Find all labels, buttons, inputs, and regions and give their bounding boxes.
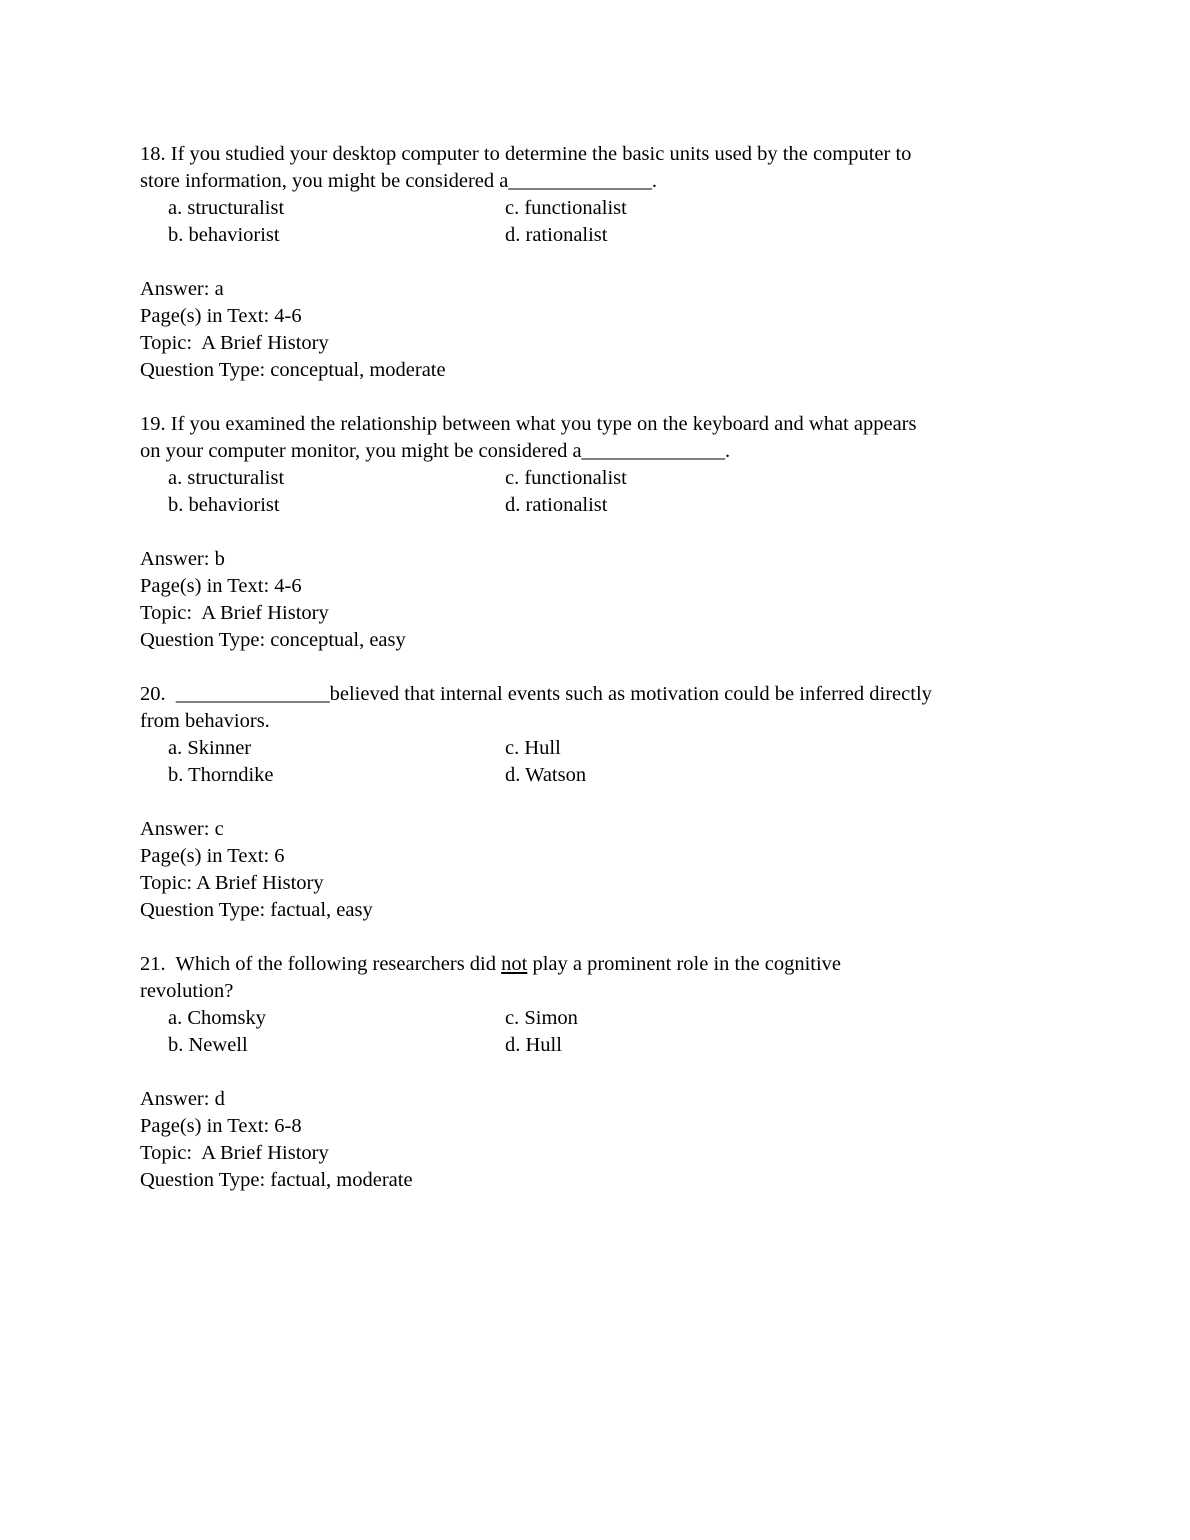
option-a: a. structuralist xyxy=(168,467,285,489)
options-list xyxy=(140,195,1110,249)
question-20 xyxy=(140,681,1110,924)
options-row xyxy=(168,1032,1110,1059)
question-stem xyxy=(140,951,1110,978)
question-19 xyxy=(140,411,1110,654)
topic-line: Topic: A Brief History xyxy=(140,332,329,354)
question-stem: store information, you might be considered a______________. xyxy=(140,170,657,192)
stem-text: play a prominent role in the cognitive xyxy=(527,953,842,975)
option-c: c. Hull xyxy=(505,737,561,759)
question-18 xyxy=(140,141,1110,384)
answer-line: Answer: a xyxy=(140,278,224,300)
option-a: a. Chomsky xyxy=(168,1007,266,1029)
pages-line: Page(s) in Text: 6-8 xyxy=(140,1115,302,1137)
pages-line: Page(s) in Text: 4-6 xyxy=(140,305,302,327)
options-list xyxy=(140,1005,1110,1059)
option-b: b. Thorndike xyxy=(168,764,274,786)
question-type-line: Question Type: conceptual, moderate xyxy=(140,359,446,381)
option-a: a. Skinner xyxy=(168,737,252,759)
option-a: a. structuralist xyxy=(168,197,285,219)
answer-key-block xyxy=(140,816,1110,924)
option-c: c. functionalist xyxy=(505,467,627,489)
question-stem: 18. If you studied your desktop computer to determine the basic units used by the computer to xyxy=(140,143,912,165)
options-row xyxy=(168,492,1110,519)
underlined-word: not xyxy=(501,953,528,975)
answer-key-block xyxy=(140,546,1110,654)
question-21 xyxy=(140,951,1110,1194)
question-type-line: Question Type: factual, easy xyxy=(140,899,373,921)
option-b: b. behaviorist xyxy=(168,224,280,246)
question-type-line: Question Type: factual, moderate xyxy=(140,1169,413,1191)
option-d: d. rationalist xyxy=(505,224,608,246)
question-stem: on your computer monitor, you might be considered a______________. xyxy=(140,440,731,462)
question-stem: 20. _______________believed that internal events such as motivation could be inferred directly xyxy=(140,683,932,705)
option-b: b. Newell xyxy=(168,1034,248,1056)
options-list xyxy=(140,735,1110,789)
question-type-line: Question Type: conceptual, easy xyxy=(140,629,406,651)
question-stem: revolution? xyxy=(140,980,234,1002)
question-stem: from behaviors. xyxy=(140,710,270,732)
answer-line: Answer: b xyxy=(140,548,225,570)
options-row xyxy=(168,735,1110,762)
pages-line: Page(s) in Text: 6 xyxy=(140,845,285,867)
option-c: c. functionalist xyxy=(505,197,627,219)
options-row xyxy=(168,195,1110,222)
option-d: d. Watson xyxy=(505,764,587,786)
options-row xyxy=(168,1005,1110,1032)
answer-key-block xyxy=(140,1086,1110,1194)
option-d: d. Hull xyxy=(505,1034,562,1056)
option-d: d. rationalist xyxy=(505,494,608,516)
question-stem: 19. If you examined the relationship between what you type on the keyboard and what appears xyxy=(140,413,917,435)
options-row xyxy=(168,762,1110,789)
option-b: b. behaviorist xyxy=(168,494,280,516)
options-row xyxy=(168,465,1110,492)
answer-key-block xyxy=(140,276,1110,384)
topic-line: Topic: A Brief History xyxy=(140,602,329,624)
topic-line: Topic: A Brief History xyxy=(140,872,324,894)
answer-line: Answer: d xyxy=(140,1088,225,1110)
pages-line: Page(s) in Text: 4-6 xyxy=(140,575,302,597)
options-row xyxy=(168,222,1110,249)
answer-line: Answer: c xyxy=(140,818,224,840)
stem-text: 21. Which of the following researchers did xyxy=(140,953,502,975)
option-c: c. Simon xyxy=(505,1007,578,1029)
options-list xyxy=(140,465,1110,519)
topic-line: Topic: A Brief History xyxy=(140,1142,329,1164)
